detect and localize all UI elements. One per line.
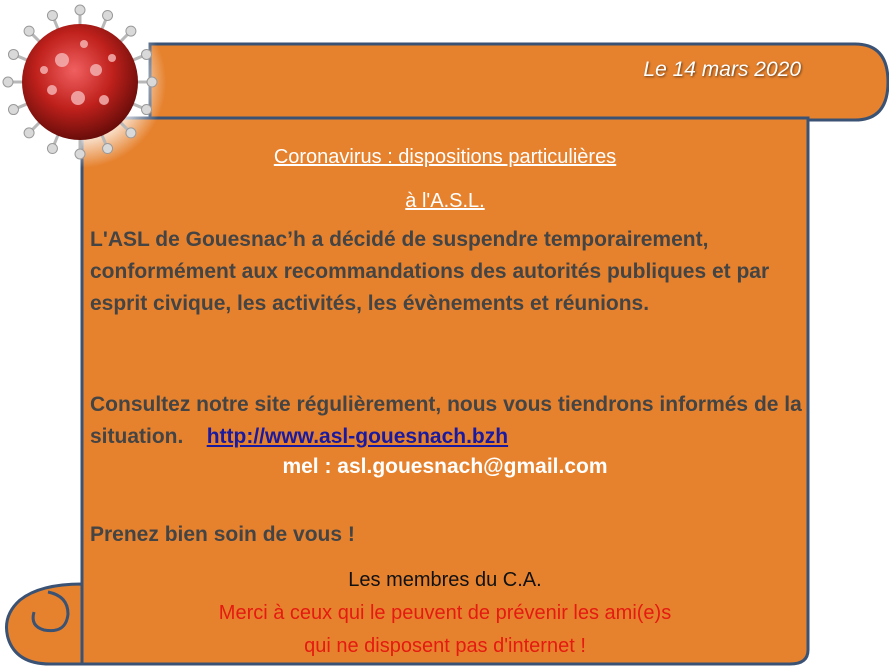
note-line-1: Merci à ceux qui le peuvent de prévenir les ami(e)s [218, 602, 672, 624]
virus-spike-tip [147, 77, 157, 87]
virus-spike-tip [142, 49, 152, 59]
virus-spike-tip [47, 144, 57, 154]
notice-subtitle: à l'A.S.L. [405, 190, 485, 212]
virus-spike-tip [24, 128, 34, 138]
note-line-2: qui ne disposent pas d'internet ! [304, 635, 586, 657]
website-link[interactable]: http://www.asl-gouesnach.bzh [206, 425, 509, 448]
notice-title: Coronavirus : dispositions particulières [273, 146, 617, 168]
virus-spike-tip [75, 5, 85, 15]
virus-spike-tip [8, 105, 18, 115]
virus-spike-tip [47, 10, 57, 20]
virus-spike-tip [126, 128, 136, 138]
suspension-paragraph: L'ASL de Gouesnac’h a décidé de suspendre temporairement, conformément aux recommandations des autorités publiques et par esprit civique, les activités, les évènements et réunions. [90, 228, 770, 315]
scroll-bottom-curl [7, 584, 83, 664]
email-line[interactable]: mel : asl.gouesnach@gmail.com [282, 455, 608, 478]
virus-spike-tip [126, 26, 136, 36]
website-paragraph-text: Consultez notre site régulièrement, nous vous tiendrons informés de la situation. [90, 393, 802, 448]
closing-message: Prenez bien soin de vous ! [90, 523, 355, 546]
virus-spike-tip [3, 77, 13, 87]
virus-spike-tip [142, 105, 152, 115]
virus-spike-tip [103, 10, 113, 20]
notice-date: Le 14 mars 2020 [643, 58, 801, 81]
website-paragraph [90, 389, 808, 453]
virus-spike-tip [24, 26, 34, 36]
virus-spike-tip [8, 49, 18, 59]
scroll-top-band [150, 44, 888, 120]
signature: Les membres du C.A. [348, 569, 542, 591]
